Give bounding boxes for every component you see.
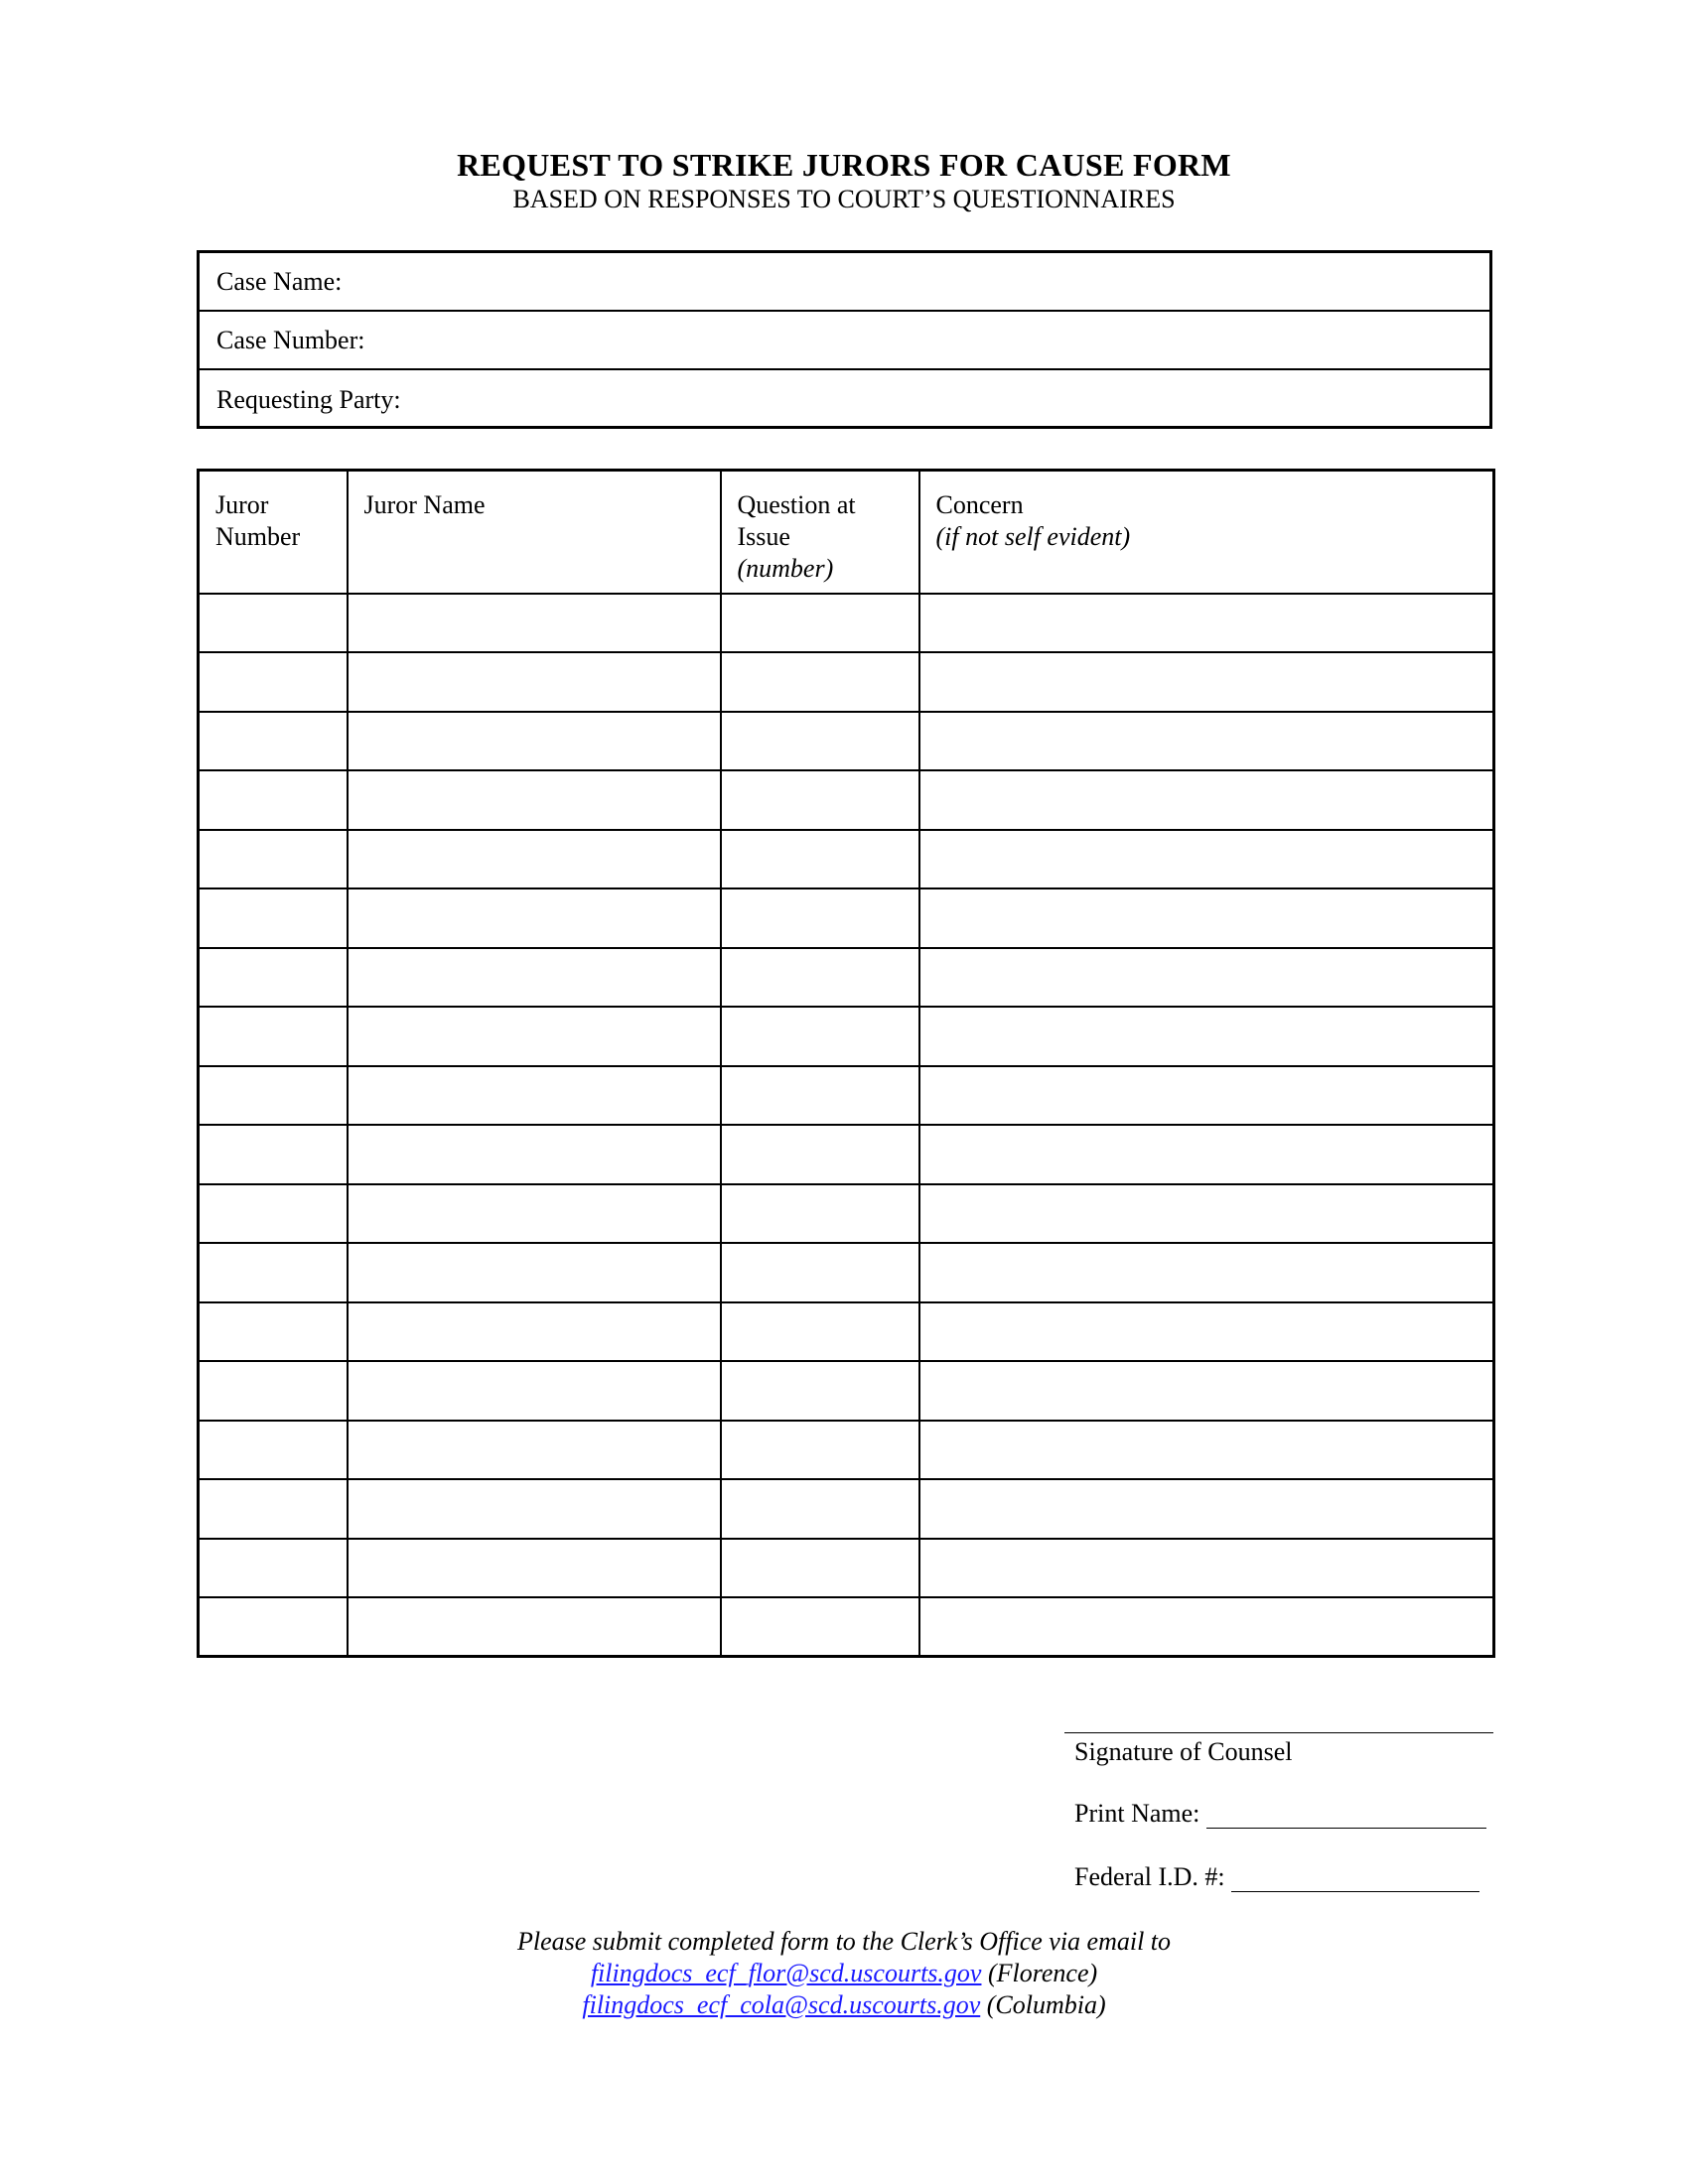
question-cell[interactable] — [721, 1066, 919, 1126]
table-row — [199, 1479, 1494, 1539]
signature-line[interactable] — [1064, 1732, 1493, 1733]
juror-name-cell[interactable] — [348, 1243, 721, 1302]
concern-cell[interactable] — [919, 1302, 1494, 1362]
juror-number-cell[interactable] — [199, 1421, 348, 1480]
juror-number-cell[interactable] — [199, 1007, 348, 1066]
question-cell[interactable] — [721, 1479, 919, 1539]
juror-name-cell[interactable] — [348, 1007, 721, 1066]
concern-cell[interactable] — [919, 888, 1494, 948]
juror-name-cell[interactable] — [348, 712, 721, 771]
juror-name-cell[interactable] — [348, 1302, 721, 1362]
juror-number-cell[interactable] — [199, 1302, 348, 1362]
table-row — [199, 1184, 1494, 1244]
table-row — [199, 712, 1494, 771]
table-row — [199, 1125, 1494, 1184]
juror-number-cell[interactable] — [199, 1597, 348, 1657]
form-title: REQUEST TO STRIKE JURORS FOR CAUSE FORM — [457, 147, 1231, 183]
concern-cell[interactable] — [919, 1184, 1494, 1244]
juror-number-cell[interactable] — [199, 830, 348, 889]
question-cell[interactable] — [721, 652, 919, 712]
concern-cell[interactable] — [919, 1479, 1494, 1539]
juror-name-cell[interactable] — [348, 830, 721, 889]
juror-name-cell[interactable] — [348, 1184, 721, 1244]
juror-number-cell[interactable] — [199, 1479, 348, 1539]
juror-name-cell[interactable] — [348, 1361, 721, 1421]
email-columbia-link[interactable]: filingdocs_ecf_cola@scd.uscourts.gov — [582, 1990, 981, 2019]
question-cell[interactable] — [721, 1007, 919, 1066]
concern-cell[interactable] — [919, 770, 1494, 830]
table-row — [199, 1361, 1494, 1421]
concern-cell[interactable] — [919, 1421, 1494, 1480]
juror-name-cell[interactable] — [348, 770, 721, 830]
table-header-row — [199, 471, 1494, 594]
concern-cell[interactable] — [919, 1539, 1494, 1598]
question-cell[interactable] — [721, 1125, 919, 1184]
concern-cell[interactable] — [919, 1243, 1494, 1302]
juror-name-cell[interactable] — [348, 1539, 721, 1598]
footer-instruction-text: Please submit completed form to the Clerk’s Office via email to — [516, 1927, 1172, 1956]
concern-cell[interactable] — [919, 1361, 1494, 1421]
col-juror-name: Juror Name — [348, 471, 721, 594]
question-cell[interactable] — [721, 888, 919, 948]
case-info-box — [197, 250, 1492, 429]
concern-cell[interactable] — [919, 652, 1494, 712]
juror-number-cell[interactable] — [199, 1066, 348, 1126]
question-cell[interactable] — [721, 594, 919, 653]
federal-id-blank[interactable] — [1231, 1865, 1479, 1892]
juror-name-cell[interactable] — [348, 888, 721, 948]
col-concern: Concern (if not self evident) — [919, 471, 1494, 594]
question-cell[interactable] — [721, 948, 919, 1008]
juror-number-cell[interactable] — [199, 1539, 348, 1598]
juror-name-cell[interactable] — [348, 652, 721, 712]
juror-number-cell[interactable] — [199, 888, 348, 948]
case-name-field[interactable] — [200, 253, 1489, 312]
requesting-party-label: Requesting Party: — [216, 384, 401, 414]
question-cell[interactable] — [721, 1539, 919, 1598]
juror-name-cell[interactable] — [348, 1125, 721, 1184]
question-cell[interactable] — [721, 1597, 919, 1657]
concern-cell[interactable] — [919, 1125, 1494, 1184]
juror-number-cell[interactable] — [199, 948, 348, 1008]
case-name-label: Case Name: — [216, 266, 343, 296]
juror-number-cell[interactable] — [199, 1361, 348, 1421]
table-row — [199, 1007, 1494, 1066]
question-cell[interactable] — [721, 1361, 919, 1421]
table-row — [199, 948, 1494, 1008]
juror-name-cell[interactable] — [348, 594, 721, 653]
juror-number-cell[interactable] — [199, 1125, 348, 1184]
juror-name-cell[interactable] — [348, 1421, 721, 1480]
form-subtitle: BASED ON RESPONSES TO COURT’S QUESTIONNAIRES — [512, 185, 1176, 213]
juror-number-cell[interactable] — [199, 652, 348, 712]
col-question-at-issue: Question at Issue (number) — [721, 471, 919, 594]
table-row — [199, 652, 1494, 712]
signature-label: Signature of Counsel — [1074, 1737, 1293, 1766]
footer-instructions — [0, 1926, 1688, 2021]
concern-cell[interactable] — [919, 1597, 1494, 1657]
table-row — [199, 1302, 1494, 1362]
juror-number-cell[interactable] — [199, 770, 348, 830]
requesting-party-field[interactable] — [200, 370, 1489, 429]
case-number-field[interactable] — [200, 312, 1489, 370]
question-cell[interactable] — [721, 770, 919, 830]
question-cell[interactable] — [721, 1243, 919, 1302]
question-cell[interactable] — [721, 1184, 919, 1244]
print-name-blank[interactable] — [1206, 1802, 1486, 1829]
juror-name-cell[interactable] — [348, 1597, 721, 1657]
table-row — [199, 1243, 1494, 1302]
table-row — [199, 770, 1494, 830]
juror-number-cell[interactable] — [199, 712, 348, 771]
question-cell[interactable] — [721, 1421, 919, 1480]
juror-number-cell[interactable] — [199, 1243, 348, 1302]
question-cell[interactable] — [721, 1302, 919, 1362]
concern-cell[interactable] — [919, 948, 1494, 1008]
florence-label: (Florence) — [987, 1959, 1098, 1987]
email-florence-link[interactable]: filingdocs_ecf_flor@scd.uscourts.gov — [590, 1959, 982, 1987]
juror-number-cell[interactable] — [199, 594, 348, 653]
concern-cell[interactable] — [919, 830, 1494, 889]
col-juror-number: Juror Number — [199, 471, 348, 594]
table-row — [199, 1539, 1494, 1598]
print-name-field[interactable] — [1074, 1799, 1486, 1829]
federal-id-label: Federal I.D. #: — [1074, 1862, 1225, 1891]
columbia-label: (Columbia) — [986, 1990, 1106, 2019]
juror-name-cell[interactable] — [348, 1066, 721, 1126]
table-row — [199, 1597, 1494, 1657]
juror-name-cell[interactable] — [348, 948, 721, 1008]
question-cell[interactable] — [721, 830, 919, 889]
concern-cell[interactable] — [919, 594, 1494, 653]
table-row — [199, 1066, 1494, 1126]
table-row — [199, 830, 1494, 889]
concern-cell[interactable] — [919, 1066, 1494, 1126]
concern-cell[interactable] — [919, 712, 1494, 771]
table-row — [199, 594, 1494, 653]
federal-id-field[interactable] — [1074, 1862, 1479, 1892]
print-name-label: Print Name: — [1074, 1799, 1200, 1828]
table-row — [199, 888, 1494, 948]
case-number-label: Case Number: — [216, 325, 365, 354]
jurors-table — [197, 469, 1495, 1658]
juror-name-cell[interactable] — [348, 1479, 721, 1539]
juror-number-cell[interactable] — [199, 1184, 348, 1244]
table-row — [199, 1421, 1494, 1480]
concern-cell[interactable] — [919, 1007, 1494, 1066]
question-cell[interactable] — [721, 712, 919, 771]
